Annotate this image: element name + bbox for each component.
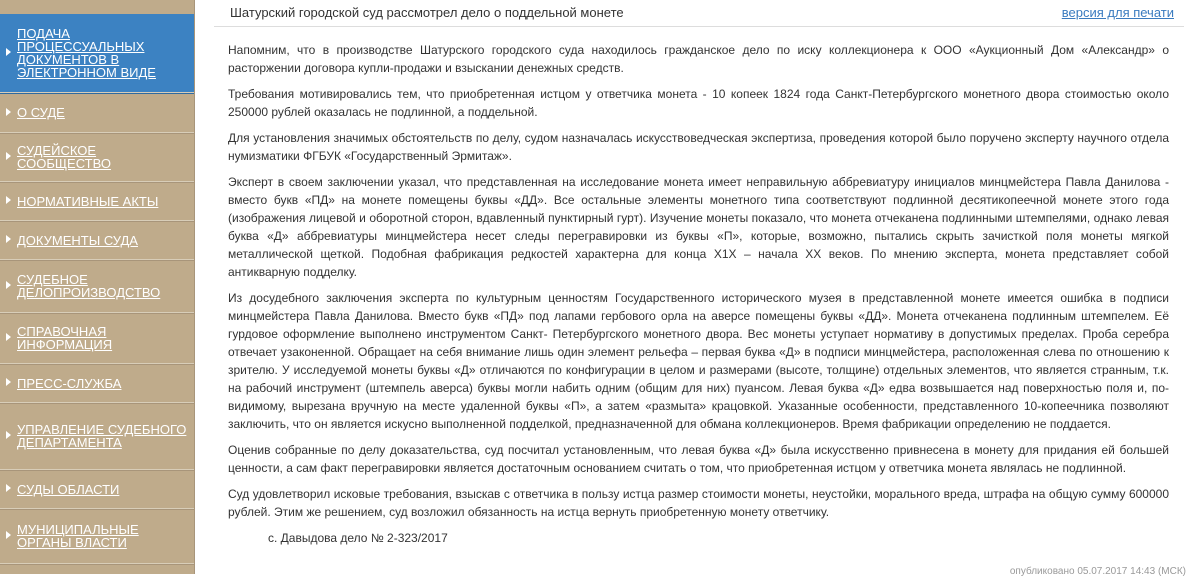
case-reference: с. Давыдова дело № 2-323/2017 bbox=[268, 531, 448, 545]
arrow-right-icon bbox=[6, 378, 11, 386]
sidebar-item-label[interactable]: СУДЫ ОБЛАСТИ bbox=[17, 481, 120, 497]
sidebar-nav bbox=[0, 0, 195, 574]
sidebar-item-label[interactable]: СПРАВОЧНАЯ ИНФОРМАЦИЯ bbox=[17, 324, 113, 352]
print-version-link[interactable]: версия для печати bbox=[1061, 5, 1174, 20]
sidebar-item-proceedings[interactable] bbox=[0, 260, 194, 313]
sidebar-item-label[interactable]: ПРЕСС-СЛУЖБА bbox=[17, 375, 122, 391]
sidebar-item-label[interactable]: ДОКУМЕНТЫ СУДА bbox=[17, 232, 138, 248]
sidebar-item-label[interactable]: ПОДАЧА ПРОЦЕССУАЛЬНЫХ ДОКУМЕНТОВ В ЭЛЕКТРОННОМ ВИДЕ bbox=[17, 26, 156, 80]
article-paragraph: Требования мотивировались тем, что приобретенная истцом у ответчика монета - 10 копеек 1824 года Санкт-Петербургского монетного двора стоимостью около 250000 рублей оказалась не подлинной, а поддельной. bbox=[228, 87, 1169, 119]
sidebar-item-judicial-department[interactable] bbox=[0, 403, 194, 470]
sidebar-item-regulations[interactable] bbox=[0, 182, 194, 221]
arrow-right-icon bbox=[6, 196, 11, 204]
sidebar-item-label[interactable]: МУНИЦИПАЛЬНЫЕ ОРГАНЫ ВЛАСТИ bbox=[17, 522, 139, 550]
arrow-right-icon bbox=[6, 152, 11, 160]
article-paragraph: Для установления значимых обстоятельств по делу, судом назначалась искусствоведческая экспертиза, проведения которой было поручено эксперту научного отдела нумизматики ФГБУК «Государственный Эрмитаж». bbox=[228, 131, 1169, 163]
sidebar-item-electronic-filing[interactable] bbox=[0, 14, 194, 93]
arrow-right-icon bbox=[6, 108, 11, 116]
publication-stamp: опубликовано 05.07.2017 14:43 (МСК) bbox=[1009, 566, 1186, 577]
article-paragraph: Напомним, что в производстве Шатурского городского суда находилось гражданское дело по иску коллекционера к ООО «Аукционный Дом «Александр» о расторжении договора купли-продажи и взыскании денежных средств. bbox=[228, 43, 1169, 75]
arrow-right-icon bbox=[6, 484, 11, 492]
article-paragraph: Оценив собранные по делу доказательства, суд посчитал установленным, что левая буква «Д» была искусственно привнесена в монету для придания ей большей ценности, а сам факт перегравировки является достаточным основанием считать о том, что приобретенная истцом у ответчика монета являлась не подлинной. bbox=[228, 443, 1169, 475]
main-content bbox=[214, 0, 1184, 555]
sidebar-item-about[interactable] bbox=[0, 93, 194, 133]
sidebar-item-reference-info[interactable] bbox=[0, 313, 194, 364]
article-paragraph: Эксперт в своем заключении указал, что представленная на исследование монета имеет неправильную аббревиатуру инициалов минцмейстера Павла Данилова - вместо букв «ПД» на монете помещены буквы «ДД». Все остальные элементы монетного типа соответствуют подлинной десятикопеечной монете этого года (изображения лицевой и оборотной сторон, вдавленный пунктирный гурт). Изучение монеты показало, что монета отчеканена подлинными штемпелями, однако левая буква «Д» аббревиатуры минцмейстера несет следы перегравировки из буквы «П», которые, возможно, пытались скрыть зачисткой поля монеты мягкой металлической щеткой. Подобная фабрикация редкостей характерна для конца Х1Х – начала ХХ веков. По мнению эксперта, монета представляет собой антикварную подделку. bbox=[228, 175, 1169, 279]
sidebar-item-label[interactable]: СУДЕЙСКОЕ СООБЩЕСТВО bbox=[17, 143, 111, 171]
article-paragraph: Из досудебного заключения эксперта по культурным ценностям Государственного исторического музея в представленной монете имеется ошибка в подписи минцмейстера Павла Данилова. Вместо букв «ПД» под лапами гербового орла на аверсе помещены буквы «ДД». Монета отчеканена подлинным штемпелем. Её гурдовое оформление выполнено инструментом Санкт- Петербургского монетного двора. Вес монеты уступает нормативу в допустимых пределах. Проба серебра отвечает узаконенной. Обращает на себя внимание лишь один элемент рельефа – первая буква «Д» в подписи минцмейстера, расположенная слева по отношению к зрителю. У исследуемой монеты буквы «Д» отличаются по конфигурации в целом и размерами (высоте, толщине) отдельных элементов, что является странным, т.к. на рабочий инструмент (штемпель аверса) буквы могли набить одним (общим для них) пуансом. Левая буква «Д» едва возвышается над поверхностью поля и, по-видимому, вырезана вручную на месте удаленной буквы «П», а затем «размыта» крацовкой. Указанные особенности, представленного 10-копеечника позволяют заключить, что он является искусно выполненной подделкой, предназначенной для обмана коллекционеров. Время фабрикации определению не поддается. bbox=[228, 291, 1169, 431]
sidebar-item-label[interactable]: НОРМАТИВНЫЕ АКТЫ bbox=[17, 193, 159, 209]
sidebar-item-label[interactable]: СУДЕБНОЕ ДЕЛОПРОИЗВОДСТВО bbox=[17, 272, 161, 300]
sidebar-item-regional-courts[interactable] bbox=[0, 470, 194, 509]
sidebar-item-court-documents[interactable] bbox=[0, 221, 194, 260]
page-title: Шатурский городской суд рассмотрел дело о поддельной монете bbox=[230, 5, 624, 20]
arrow-right-icon bbox=[6, 235, 11, 243]
sidebar-item-judicial-community[interactable] bbox=[0, 133, 194, 182]
arrow-right-icon bbox=[6, 281, 11, 289]
article-body bbox=[214, 27, 1169, 547]
sidebar-item-press-service[interactable] bbox=[0, 364, 194, 403]
sidebar-item-label[interactable]: УПРАВЛЕНИЕ СУДЕБНОГО ДЕПАРТАМЕНТА bbox=[17, 422, 187, 450]
sidebar-item-municipal-authorities[interactable] bbox=[0, 509, 194, 564]
arrow-right-icon bbox=[6, 333, 11, 341]
article-paragraph: Суд удовлетворил исковые требования, взыскав с ответчика в пользу истца размер стоимости монеты, неустойки, морального вреда, штрафа на общую сумму 600000 рублей. Этим же решением, суд возложил обязанность на истца вернуть приобретенную монету ответчику. bbox=[228, 487, 1169, 519]
arrow-right-icon bbox=[6, 431, 11, 439]
sidebar-item-label[interactable]: О СУДЕ bbox=[17, 105, 65, 120]
article-header bbox=[214, 0, 1184, 27]
arrow-right-icon bbox=[6, 48, 11, 56]
arrow-right-icon bbox=[6, 531, 11, 539]
